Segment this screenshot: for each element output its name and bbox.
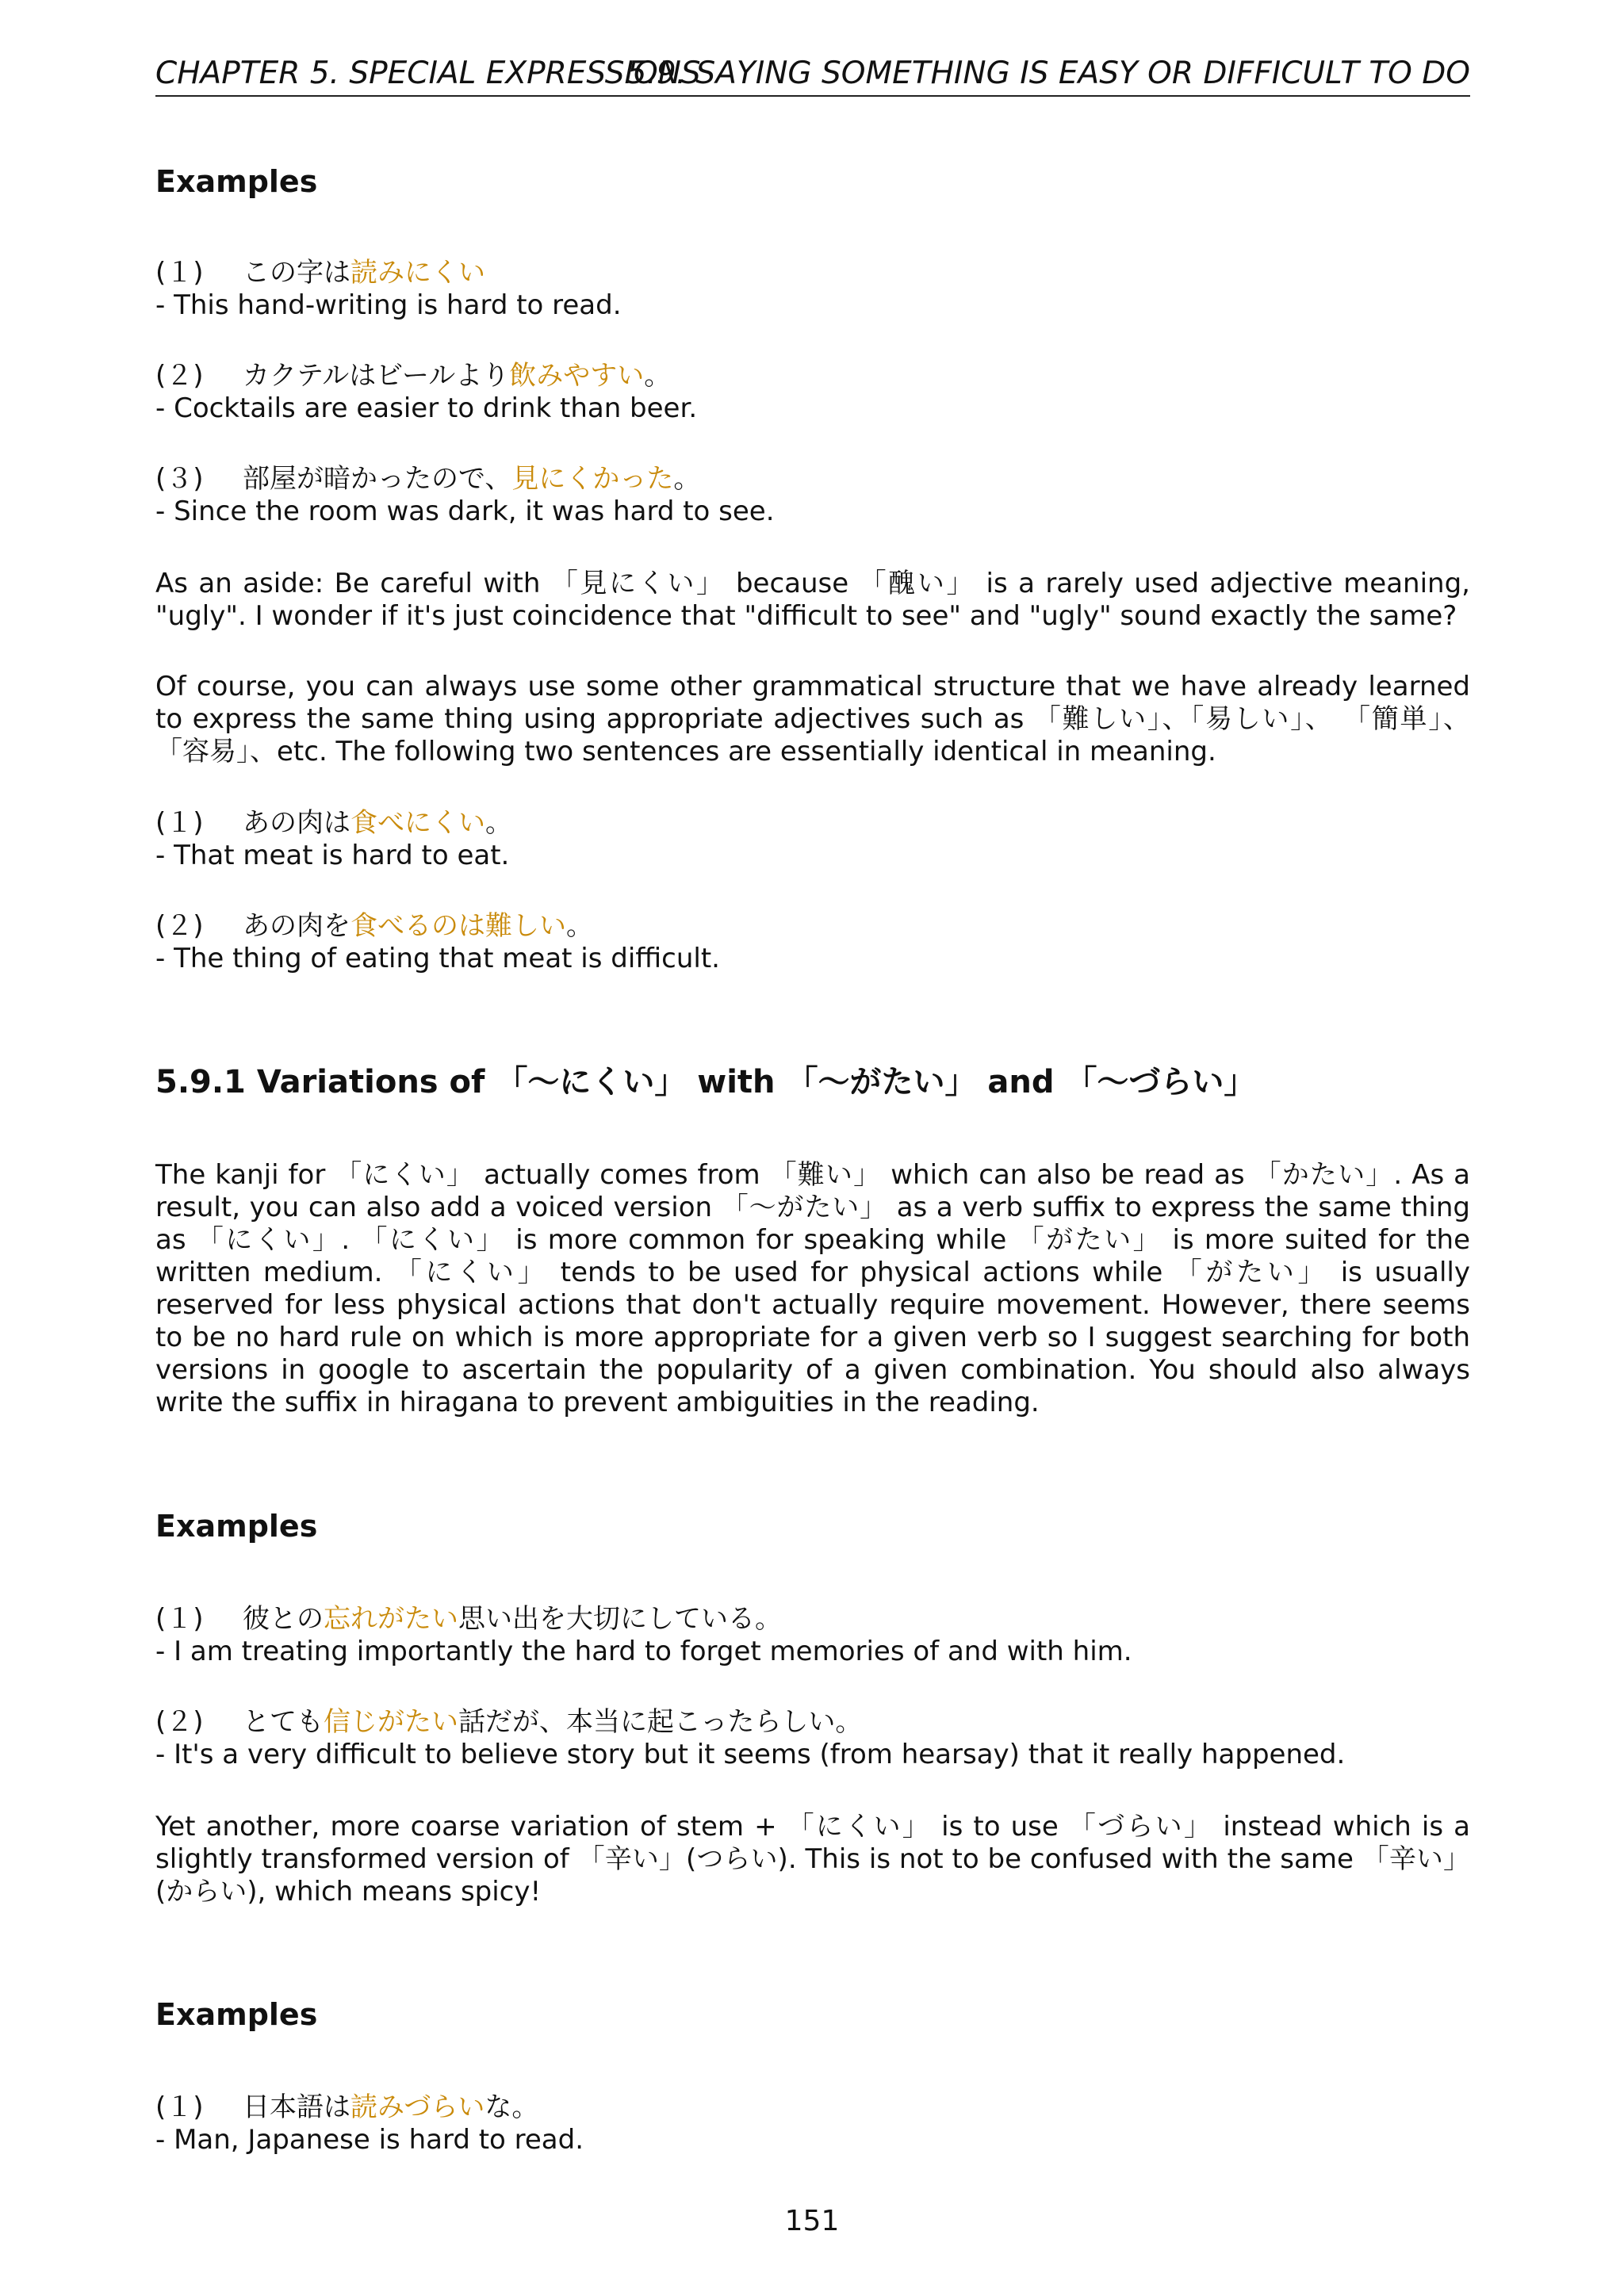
paragraph-aside: As an aside: Be careful with 「見にくい」 because 「醜い」 is a rarely used adjective meaning, "ugly". I wonder if it's just coincidence that "difficult to see" and "ugly" sound exactly the same? <box>155 568 1470 632</box>
example-item <box>155 2091 1470 2156</box>
example-number: (３) <box>155 463 204 495</box>
example-japanese: (１) 日本語は読みづらいな。 <box>155 2091 539 2123</box>
examples-heading: Examples <box>155 164 318 199</box>
example-translation: - This hand-writing is hard to read. <box>155 289 622 321</box>
example-number: (１) <box>155 807 204 839</box>
example-japanese: (３) 部屋が暗かったので、見にくかった。 <box>155 463 701 495</box>
highlighted-phrase: 忘れがたい <box>324 1603 458 1635</box>
header-section: 5.9. SAYING SOMETHING IS EASY OR DIFFICULT TO DO <box>626 55 1470 91</box>
example-japanese: (１) 彼との忘れがたい思い出を大切にしている。 <box>155 1603 782 1635</box>
example-translation: - It's a very difficult to believe story but it seems (from hearsay) that it really happened. <box>155 1739 1346 1770</box>
example-item <box>155 360 1470 425</box>
example-number: (２) <box>155 1706 204 1738</box>
example-number: (１) <box>155 257 204 289</box>
header-chapter: CHAPTER 5. SPECIAL EXPRESSIONS <box>155 55 701 91</box>
example-number: (２) <box>155 910 204 942</box>
example-japanese: (２) カクテルはビールより飲みやすい。 <box>155 360 672 392</box>
example-translation: - Cocktails are easier to drink than beer. <box>155 392 698 424</box>
highlighted-phrase: 見にくかった <box>511 463 674 495</box>
paragraph-yet-another: Yet another, more coarse variation of stem + 「にくい」 is to use 「づらい」 instead which is a slightly transformed version of 「辛い」(つらい). This is not to be confused with the same 「辛い」(からい), which means spicy! <box>155 1811 1470 1908</box>
example-japanese: (１) この字は読みにくい <box>155 257 485 289</box>
highlighted-phrase: 飲みやすい <box>509 360 645 392</box>
example-translation: - The thing of eating that meat is difficult. <box>155 943 720 974</box>
example-item <box>155 1706 1470 1771</box>
section-heading: 5.9.1 Variations of 「～にくい」 with 「～がたい」 and 「～づらい」 <box>155 1064 1256 1100</box>
highlighted-phrase: 食べにくい <box>350 807 485 839</box>
running-header <box>155 52 1470 97</box>
example-item <box>155 257 1470 322</box>
example-number: (２) <box>155 360 204 392</box>
example-number: (１) <box>155 2091 204 2123</box>
highlighted-phrase: 信じがたい <box>324 1706 458 1738</box>
paragraph-of-course: Of course, you can always use some other grammatical structure that we have already learned to express the same thing using appropriate adjectives such as 「難しい」、「易しい」、 「簡単」、「容易」、etc. The following two sentences are essentially identical in meaning. <box>155 671 1470 767</box>
example-translation: - That meat is hard to eat. <box>155 840 510 871</box>
example-japanese: (１) あの肉は食べにくい。 <box>155 807 512 839</box>
example-item <box>155 1603 1470 1668</box>
example-item <box>155 463 1470 528</box>
examples-heading: Examples <box>155 1997 318 2032</box>
highlighted-phrase: 読みづらい <box>350 2091 485 2123</box>
example-japanese: (２) とても信じがたい話だが、本当に起こったらしい。 <box>155 1706 863 1738</box>
example-translation: - Since the room was dark, it was hard to see. <box>155 496 775 527</box>
example-translation: - I am treating importantly the hard to forget memories of and with him. <box>155 1636 1132 1667</box>
highlighted-phrase: 読みにくい <box>350 257 485 289</box>
examples-heading: Examples <box>155 1509 318 1544</box>
paragraph-kanji: The kanji for 「にくい」 actually comes from 「難い」 which can also be read as 「かたい」. As a result, you can also add a voiced version 「～がたい」 as a verb suffix to express the same thing as 「にくい」. 「にくい」 is more common for speaking while 「がたい」 is more suited for the written medium. 「にくい」 tends to be used for physical actions while 「がたい」 is usually reserved for less physical actions that don't actually require movement. However, there seems to be no hard rule on which is more appropriate for a given verb so I suggest searching for both versions in google to ascertain the popularity of a given combination. You should also always write the suffix in hiragana to prevent ambiguities in the reading. <box>155 1159 1470 1418</box>
example-item <box>155 807 1470 872</box>
page-number: 151 <box>784 2205 840 2237</box>
example-translation: - Man, Japanese is hard to read. <box>155 2124 584 2156</box>
example-number: (１) <box>155 1603 204 1635</box>
example-item <box>155 910 1470 975</box>
highlighted-phrase: 食べるのは難しい <box>350 910 566 942</box>
example-japanese: (２) あの肉を食べるのは難しい。 <box>155 910 593 942</box>
